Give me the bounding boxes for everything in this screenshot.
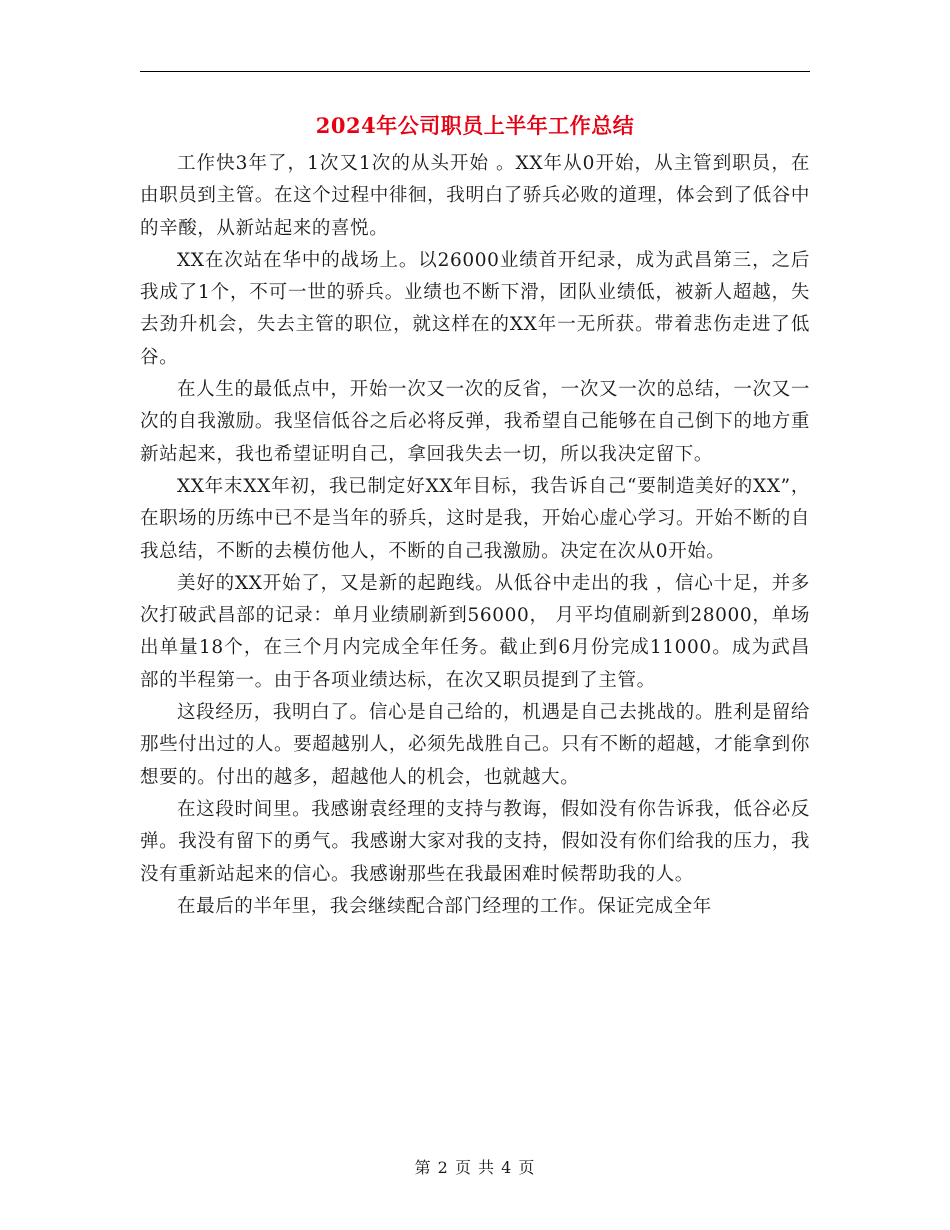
paragraph-7: 在这段时间里。我感谢袁经理的支持与教诲，假如没有你告诉我，低谷必反弹。我没有留下的勇气。我感谢大家对我的支持，假如没有你们给我的压力，我没有重新站起来的信心。我感谢那些在我最困难时候帮助我的人。 (140, 798, 810, 885)
document-body (140, 148, 810, 923)
paragraph-4: XX年末XX年初，我已制定好XX年目标，我告诉自己“要制造美好的XX”， 在职场的历练中已不是当年的骄兵，这时是我，开始心虚心学习。开始不断的自我总结，不断的去模仿他人，不断的自己我激励。决定在次从0开始。 (140, 475, 810, 562)
header-rule (140, 71, 810, 72)
document-title: 2024年公司职员上半年工作总结 (315, 113, 635, 138)
paragraph-1: 工作快3年了，1次又1次的从头开始 。XX年从0开始，从主管到职员，在由职员到主管。在这个过程中徘徊，我明白了骄兵必败的道理，体会到了低谷中的辛酸，从新站起来的喜悦。 (140, 153, 810, 239)
page-number-footer: 第 2 页 共 4 页 (414, 1158, 536, 1177)
paragraph-8: 在最后的半年里，我会继续配合部门经理的工作。保证完成全年 (177, 895, 712, 917)
paragraph-3: 在人生的最低点中，开始一次又一次的反省，一次又一次的总结，一次又一次的自我激励。我坚信低谷之后必将反弹，我希望自己能够在自己倒下的地方重新站起来，我也希望证明自己，拿回我失去一切，所以我决定留下。 (140, 379, 810, 465)
paragraph-6: 这段经历，我明白了。信心是自己给的，机遇是自己去挑战的。胜利是留给那些付出过的人。要超越别人，必须先战胜自己。只有不断的超越，才能拿到你想要的。付出的越多，超越他人的机会，也就越大。 (140, 702, 810, 788)
paragraph-2: XX在次站在华中的战场上。以26000业绩首开纪录，成为武昌第三，之后我成了1个，不可一世的骄兵。业绩也不断下滑，团队业绩低，被新人超越，失去劲升机会，失去主管的职位，就这样在的XX年一无所获。带着悲伤走进了低谷。 (140, 249, 810, 368)
paragraph-5: 美好的XX开始了，又是新的起跑线。从低谷中走出的我 ，信心十足，并多次打破武昌部的记录：单月业绩刷新到56000， 月平均值刷新到28000，单场出单量18个，在三个月内完成全年任务。截止到6月份完成11000。成为武昌部的半程第一。由于各项业绩达标，在次又职员提到了主管。 (140, 572, 810, 691)
